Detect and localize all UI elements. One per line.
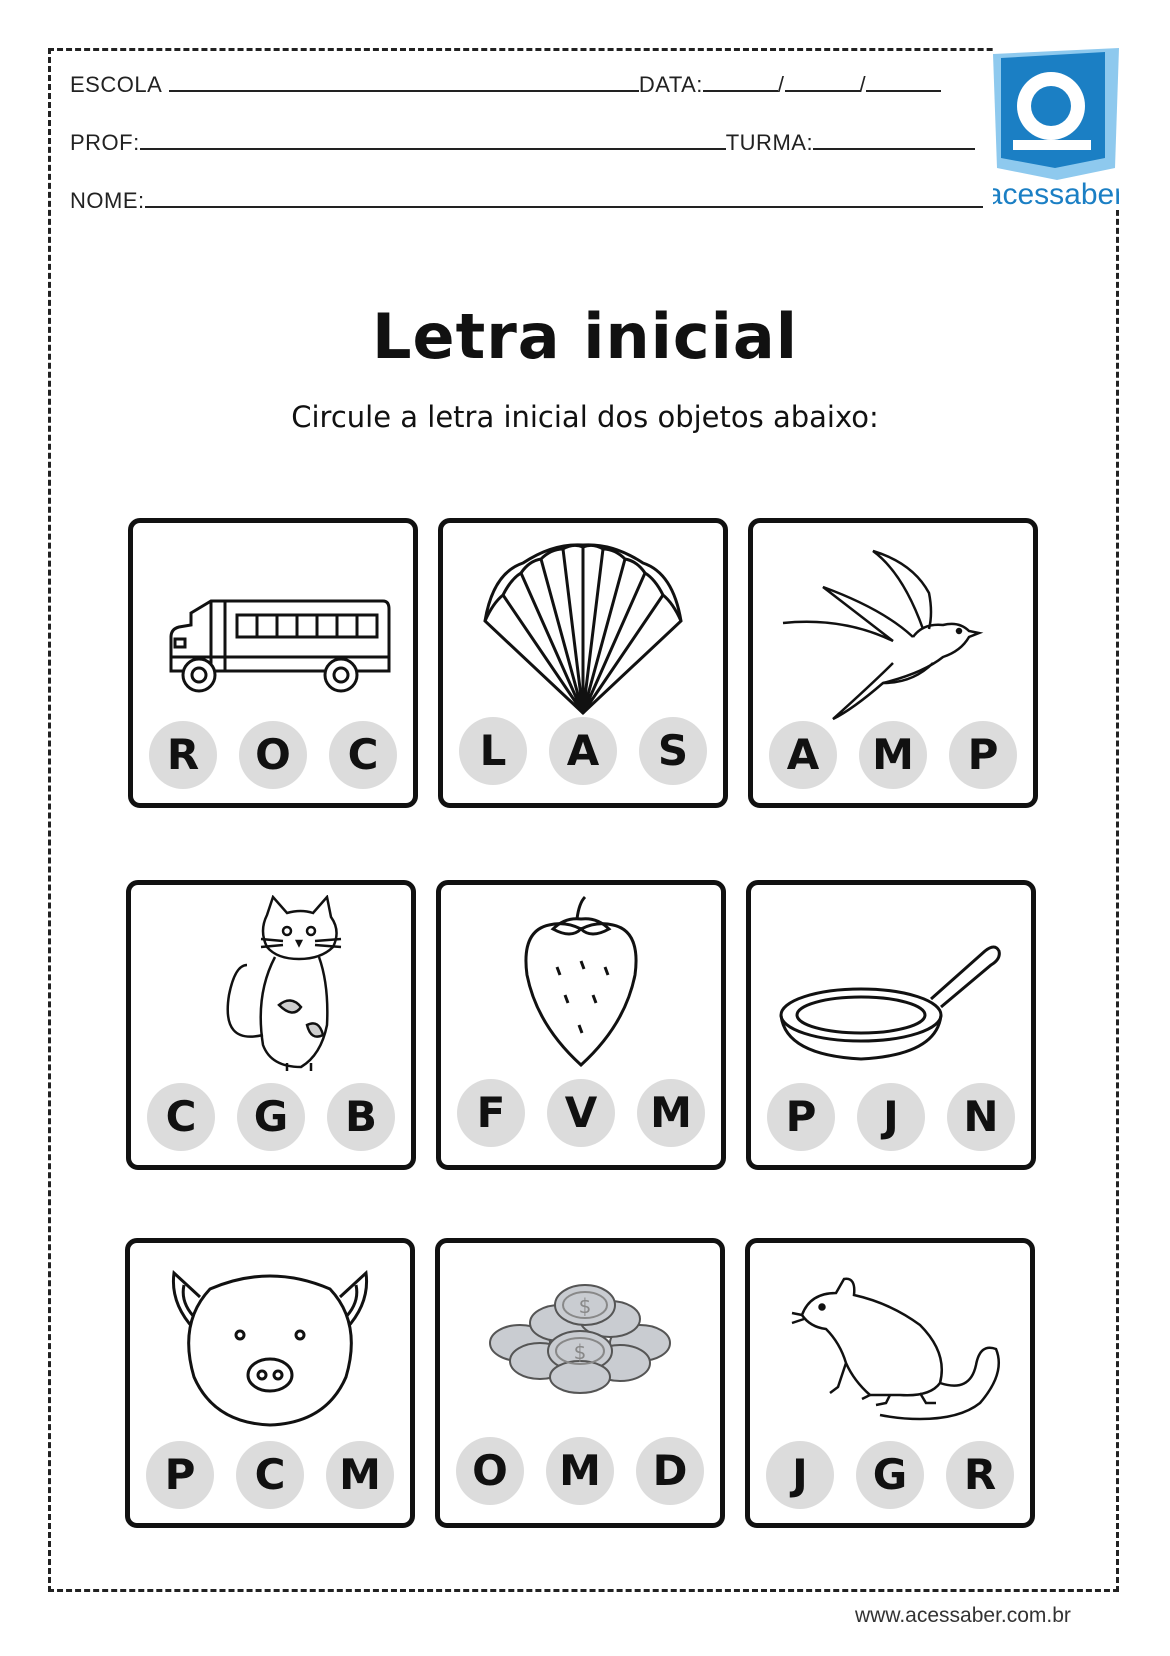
date-month-field[interactable] — [785, 70, 860, 92]
letter-option[interactable]: D — [636, 1437, 704, 1505]
nome-field[interactable] — [145, 186, 983, 208]
letter-option[interactable]: J — [857, 1083, 925, 1151]
letter-option[interactable]: F — [457, 1079, 525, 1147]
acessaber-logo — [993, 48, 1119, 210]
escola-field[interactable] — [169, 70, 639, 92]
letter-option[interactable]: P — [146, 1441, 214, 1509]
letter-option[interactable]: L — [459, 717, 527, 785]
letter-option[interactable]: G — [237, 1083, 305, 1151]
bus-icon — [153, 533, 393, 723]
letter-option[interactable]: A — [549, 717, 617, 785]
page-title: Letra inicial — [372, 300, 798, 373]
exercise-card — [128, 518, 418, 808]
letter-option[interactable]: M — [326, 1441, 394, 1509]
letter-option[interactable]: M — [859, 721, 927, 789]
letter-option[interactable]: V — [547, 1079, 615, 1147]
letter-option[interactable]: P — [767, 1083, 835, 1151]
prof-label: PROF: — [70, 130, 140, 155]
date-day-field[interactable] — [703, 70, 778, 92]
exercise-card — [436, 880, 726, 1170]
letter-option[interactable]: N — [947, 1083, 1015, 1151]
nome-label: NOME: — [70, 188, 145, 213]
exercise-card — [438, 518, 728, 808]
date-separator: / — [859, 72, 867, 97]
letter-option[interactable]: C — [236, 1441, 304, 1509]
frying-pan-icon — [771, 895, 1011, 1085]
letter-option[interactable]: S — [639, 717, 707, 785]
svg-text:$: $ — [578, 1294, 592, 1318]
swallow-bird-icon — [773, 533, 1013, 723]
letter-option[interactable]: M — [546, 1437, 614, 1505]
mouse-icon — [770, 1253, 1010, 1443]
date-year-field[interactable] — [866, 70, 941, 92]
header-row-nome — [70, 186, 983, 214]
letter-option[interactable]: M — [637, 1079, 705, 1147]
letter-option[interactable]: P — [949, 721, 1017, 789]
letter-option[interactable]: O — [239, 721, 307, 789]
letter-option[interactable]: B — [327, 1083, 395, 1151]
prof-field[interactable] — [140, 128, 726, 150]
letter-option[interactable]: C — [147, 1083, 215, 1151]
letter-option[interactable]: C — [329, 721, 397, 789]
letter-option[interactable]: J — [766, 1441, 834, 1509]
letter-option[interactable]: G — [856, 1441, 924, 1509]
logo-text: acessaber — [993, 178, 1119, 210]
letter-option[interactable]: R — [946, 1441, 1014, 1509]
exercise-card — [126, 880, 416, 1170]
letter-option[interactable]: R — [149, 721, 217, 789]
escola-label: ESCOLA — [70, 72, 163, 97]
exercise-card — [125, 1238, 415, 1528]
turma-label: TURMA: — [725, 130, 814, 155]
coins-icon — [460, 1253, 700, 1443]
fan-icon — [463, 533, 703, 723]
header-row-prof — [70, 128, 975, 156]
pig-icon — [150, 1253, 390, 1443]
exercise-card — [745, 1238, 1035, 1528]
exercise-card — [746, 880, 1036, 1170]
instructions: Circule a letra inicial dos objetos abaixo: — [291, 400, 879, 434]
footer-url[interactable]: www.acessaber.com.br — [855, 1604, 1071, 1627]
logo-mark-icon — [993, 48, 1119, 210]
date-separator: / — [777, 72, 785, 97]
exercise-card — [435, 1238, 725, 1528]
header-row-escola — [70, 70, 941, 98]
turma-field[interactable] — [813, 128, 975, 150]
strawberry-icon — [461, 895, 701, 1085]
data-label: DATA: — [638, 72, 703, 97]
letter-option[interactable]: A — [769, 721, 837, 789]
cat-icon — [151, 895, 391, 1085]
letter-option[interactable]: O — [456, 1437, 524, 1505]
exercise-card — [748, 518, 1038, 808]
svg-text:$: $ — [573, 1340, 587, 1364]
